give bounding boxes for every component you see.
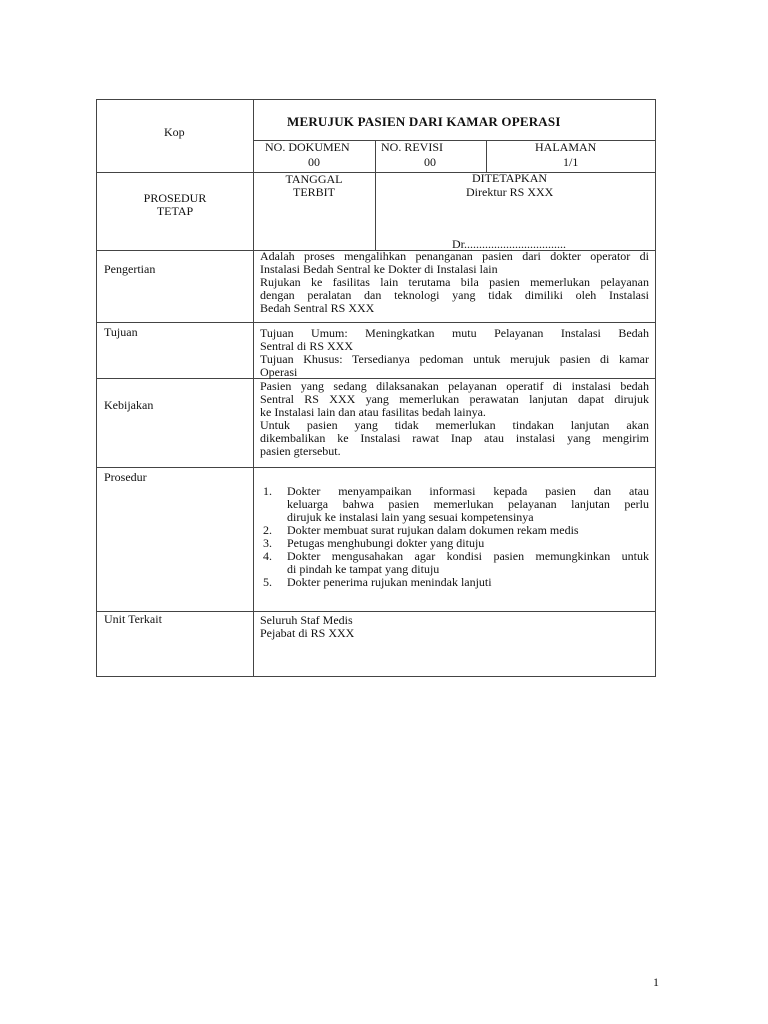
tujuan-label: Tujuan <box>104 325 138 339</box>
rule-pengertian-bottom <box>97 322 655 323</box>
rule-kebijakan-bottom <box>97 467 655 468</box>
step-line: Dokter penerima rujukan menindak lanjuti <box>287 575 492 589</box>
step-line: Petugas menghubungi dokter yang dituju <box>287 536 485 550</box>
halaman-value: 1/1 <box>563 155 579 169</box>
document-title: MERUJUK PASIEN DARI KAMAR OPERASI <box>287 114 561 129</box>
step-number: 1. <box>263 484 272 498</box>
prosedur-steps <box>263 485 649 589</box>
pengertian-label: Pengertian <box>104 262 156 276</box>
tujuan-line: Operasi <box>260 365 298 379</box>
prosedur-step <box>263 576 649 589</box>
tujuan-line: Tujuan Khusus: Tersedianya pedoman untuk merujuk pasien di kamar <box>260 352 649 366</box>
tanggal-terbit-line1: TANGGAL <box>285 172 343 186</box>
step-number: 4. <box>263 549 272 563</box>
step-number: 5. <box>263 575 272 589</box>
kebijakan-text <box>260 380 649 458</box>
pengertian-line: Instalasi Bedah Sentral ke Dokter di Instalasi lain <box>260 262 498 276</box>
unit-terkait-line: Seluruh Staf Medis <box>260 613 353 627</box>
halaman-label: HALAMAN <box>535 140 597 154</box>
pengertian-line: dengan peralatan dan teknologi yang tidak dimiliki oleh Instalasi <box>260 288 649 302</box>
step-line: keluarga bahwa pasien memerlukan pelayanan lanjutan perlu <box>287 497 649 511</box>
kop-label: Kop <box>164 125 185 139</box>
sop-table <box>96 99 656 677</box>
prosedur-label: Prosedur <box>104 470 147 484</box>
no-dokumen-value: 00 <box>308 155 320 169</box>
ditetapkan-label: DITETAPKAN <box>472 171 548 185</box>
no-revisi-value: 00 <box>424 155 436 169</box>
unit-terkait-label: Unit Terkait <box>104 612 162 626</box>
prosedur-step <box>263 485 649 524</box>
no-revisi-label: NO. REVISI <box>381 140 443 154</box>
kebijakan-line: ke Instalasi lain dan atau fasilitas bedah lainya. <box>260 405 486 419</box>
tujuan-line: Tujuan Umum: Meningkatkan mutu Pelayanan Instalasi Bedah <box>260 326 649 340</box>
unit-terkait-text <box>260 614 649 640</box>
step-line: Dokter mengusahakan agar kondisi pasien memungkinkan untuk <box>287 549 649 563</box>
pengertian-line: Bedah Sentral RS XXX <box>260 301 375 315</box>
rule-prosedur-bottom <box>97 611 655 612</box>
kebijakan-line: dikembalikan ke Instalasi rawat Inap atau instalasi yang mengirim <box>260 431 649 445</box>
rule-dokumen-revisi <box>375 140 376 251</box>
kebijakan-label: Kebijakan <box>104 398 154 412</box>
pengertian-line: Rujukan ke fasilitas lain terutama bila pasien memerlukan pelayanan <box>260 275 649 289</box>
page-number: 1 <box>653 975 659 989</box>
prosedur-tetap-line2: TETAP <box>156 204 194 218</box>
unit-terkait-line: Pejabat di RS XXX <box>260 626 355 640</box>
rule-revisi-halaman <box>486 140 487 172</box>
step-line: di pindah ke tampat yang dituju <box>287 562 440 576</box>
no-dokumen-label: NO. DOKUMEN <box>265 140 350 154</box>
kebijakan-line: pasien gtersebut. <box>260 444 341 458</box>
prosedur-tetap-line1: PROSEDUR <box>143 191 207 205</box>
tujuan-text <box>260 327 649 379</box>
signature-line: Dr.................................. <box>452 237 566 251</box>
step-number: 2. <box>263 523 272 537</box>
direktur-label: Direktur RS XXX <box>466 185 554 199</box>
kebijakan-line: Pasien yang sedang dilaksanakan pelayanan operatif di instalasi bedah <box>260 379 649 393</box>
step-line: dirujuk ke instalasi lain yang sesuai kompetensinya <box>287 510 534 524</box>
rule-header-bottom <box>97 172 655 173</box>
pengertian-text <box>260 250 649 315</box>
kebijakan-line: Untuk pasien yang tidak memerlukan tindakan lanjutan akan <box>260 418 649 432</box>
prosedur-step <box>263 550 649 576</box>
step-number: 3. <box>263 536 272 550</box>
pengertian-line: Adalah proses mengalihkan penanganan pasien dari dokter operator di <box>260 249 649 263</box>
tujuan-line: Sentral di RS XXX <box>260 339 353 353</box>
kebijakan-line: Sentral RS XXX yang memerlukan perawatan lanjutan dapat dirujuk <box>260 392 649 406</box>
step-line: Dokter menyampaikan informasi kepada pasien dan atau <box>287 484 649 498</box>
tanggal-terbit-line2: TERBIT <box>293 185 335 199</box>
step-line: Dokter membuat surat rujukan dalam dokumen rekam medis <box>287 523 579 537</box>
